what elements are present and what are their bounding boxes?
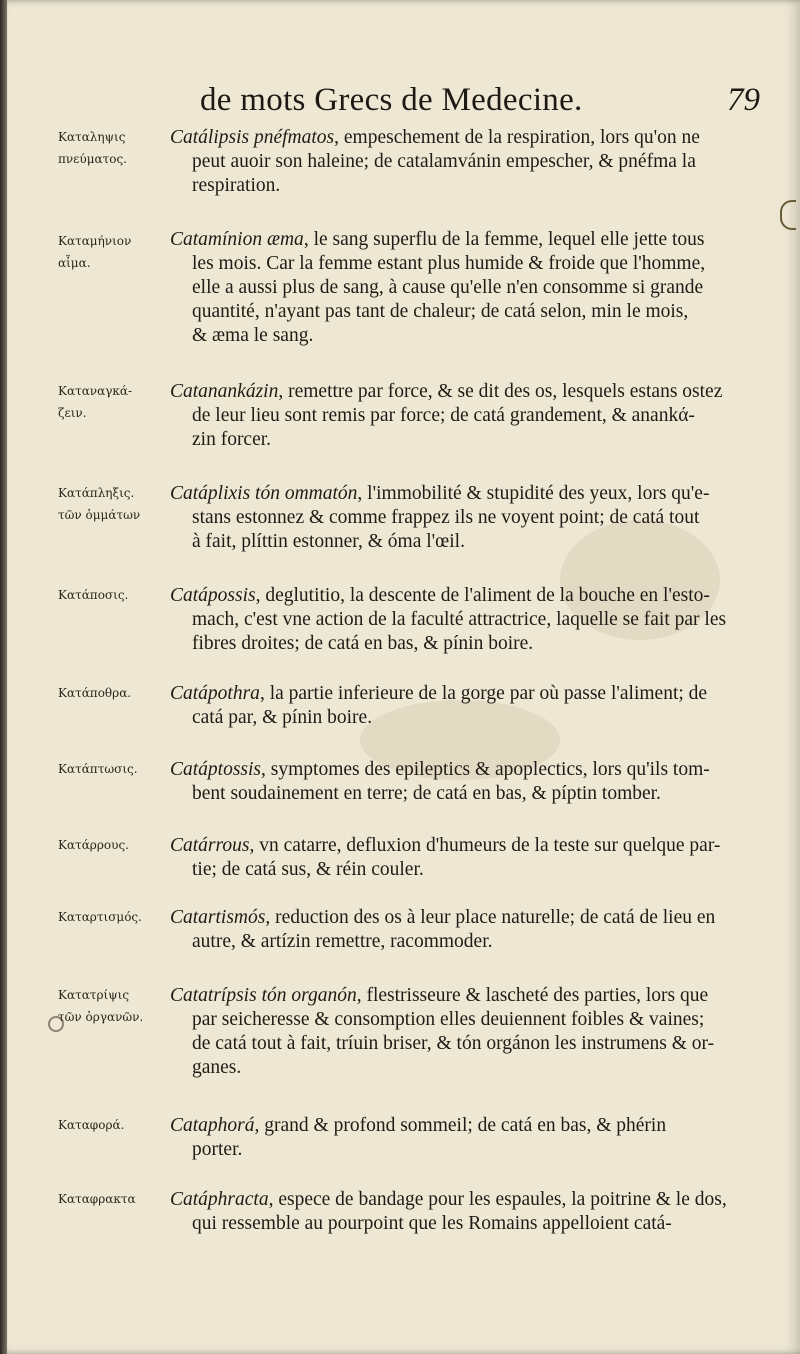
entry-definition <box>170 758 750 806</box>
greek-term: Κατάπτωσις. <box>58 762 138 776</box>
entry-line: ganes. <box>192 1057 242 1078</box>
entry-definition <box>170 1188 750 1236</box>
greek-term: Καταληψις πνεύματος. <box>58 130 127 166</box>
entry-line: de leur lieu sont remis par force; de catá grandement, & anankά- <box>192 405 695 426</box>
entry-definition <box>170 584 750 656</box>
entry-definition <box>170 482 750 554</box>
entry-line: les mois. Car la femme estant plus humide & froide que l'homme, <box>192 253 706 274</box>
entry-line: quantité, n'ayant pas tant de chaleur; de catá selon, min le mois, <box>192 301 689 322</box>
entry-line: autre, & artízin remettre, racommoder. <box>192 931 493 952</box>
entry-definition <box>170 228 750 348</box>
entry-line: de catá tout à fait, tríuin briser, & tón orgánon les instrumens & or- <box>192 1033 715 1054</box>
entry-line: elle a aussi plus de sang, à cause qu'elle n'en consomme si grande <box>192 277 704 298</box>
entry-line: stans estonnez & comme frappez ils ne voyent point; de catá tout <box>192 507 700 528</box>
headword: Catanankázin <box>170 381 279 402</box>
headword: Catáptossis <box>170 759 262 780</box>
entry-definition <box>170 682 750 730</box>
greek-term: Κατάποσις. <box>58 588 129 602</box>
entry-line: Catárrous, vn catarre, defluxion d'humeurs de la teste sur quelque par- <box>170 835 721 856</box>
entry-line: catá par, & pínin boire. <box>192 707 373 728</box>
entry-line: à fait, plíttin estonner, & óma l'œil. <box>192 531 465 552</box>
headword: Catatrípsis tón organón <box>170 985 357 1006</box>
entry-line: Cataphorá, grand & profond sommeil; de catá en bas, & phérin <box>170 1115 667 1136</box>
entry-line: bent soudainement en terre; de catá en bas, & píptin tomber. <box>192 783 661 804</box>
page-header <box>200 82 760 128</box>
entry-line: par seicheresse & consomption elles deuiennent foibles & vaines; <box>192 1009 705 1030</box>
entry-line: zin forcer. <box>192 429 272 450</box>
entry-line: Catáptossis, symptomes des epileptics & apoplectics, lors qu'ils tom- <box>170 759 710 780</box>
entry-line: porter. <box>192 1139 243 1160</box>
entry-line: & æma le sang. <box>192 325 314 346</box>
greek-term: Καταφορά. <box>58 1118 125 1132</box>
entry-definition <box>170 834 750 882</box>
entry-definition <box>170 906 750 954</box>
headword: Catamínion æma <box>170 229 304 250</box>
page-number: 79 <box>727 82 760 118</box>
entry-line: Catáphracta, espece de bandage pour les espaules, la poitrine & le dos, <box>170 1189 727 1210</box>
entry-line: Catáplixis tón ommatón, l'immobilité & stupidité des yeux, lors qu'e- <box>170 483 710 504</box>
entry-line: peut auoir son haleine; de catalamvánin empescher, & pnéfma la <box>192 151 696 172</box>
margin-mark <box>780 200 796 230</box>
greek-term: Καταναγκά- ζειν. <box>58 384 133 420</box>
greek-term: Κατατρίψις τῶν ὀργανῶν. <box>58 988 144 1024</box>
entry-line: respiration. <box>192 175 281 196</box>
entry-definition <box>170 380 750 452</box>
entry-definition <box>170 126 750 198</box>
entry-line: Catatrípsis tón organón, flestrisseure & lascheté des parties, lors que <box>170 985 709 1006</box>
entry-definition <box>170 984 750 1080</box>
headword: Cataphorá <box>170 1115 255 1136</box>
entry-line: Catanankázin, remettre par force, & se dit des os, lesquels estans ostez <box>170 381 723 402</box>
headword: Catartismós <box>170 907 266 928</box>
greek-term: Καταρτισμός. <box>58 910 142 924</box>
greek-term: Καταμήνιον αἷμα. <box>58 234 132 270</box>
entry-line: Catápossis, deglutitio, la descente de l'aliment de la bouche en l'esto- <box>170 585 710 606</box>
greek-term: Κατάποθρα. <box>58 686 132 700</box>
headword: Catáphracta <box>170 1189 269 1210</box>
running-title: de mots Grecs de Medecine. <box>200 82 583 118</box>
headword: Catápossis <box>170 585 256 606</box>
headword: Catálipsis pnéfmatos <box>170 127 335 148</box>
entry-line: tie; de catá sus, & réin couler. <box>192 859 424 880</box>
greek-term: Καταφρακτα <box>58 1192 136 1206</box>
entry-line: qui ressemble au pourpoint que les Romains appelloient catá- <box>192 1213 672 1234</box>
entry-line: Catamínion æma, le sang superflu de la femme, lequel elle jette tous <box>170 229 705 250</box>
greek-term: Κατάπληξις. τῶν ὀμμάτων <box>58 486 141 522</box>
greek-term: Κατάρρους. <box>58 838 129 852</box>
headword: Catápothra <box>170 683 260 704</box>
entry-definition <box>170 1114 750 1162</box>
headword: Catárrous <box>170 835 250 856</box>
entry-line: mach, c'est vne action de la faculté attractrice, laquelle se fait par les <box>192 609 727 630</box>
headword: Catáplixis tón ommatón <box>170 483 358 504</box>
entry-line: fibres droites; de catá en bas, & pínin boire. <box>192 633 534 654</box>
entry-line: Catálipsis pnéfmatos, empeschement de la respiration, lors qu'on ne <box>170 127 700 148</box>
page-gutter <box>0 0 7 1354</box>
entry-line: Catartismós, reduction des os à leur place naturelle; de catá de lieu en <box>170 907 716 928</box>
entry-line: Catápothra, la partie inferieure de la gorge par où passe l'aliment; de <box>170 683 708 704</box>
